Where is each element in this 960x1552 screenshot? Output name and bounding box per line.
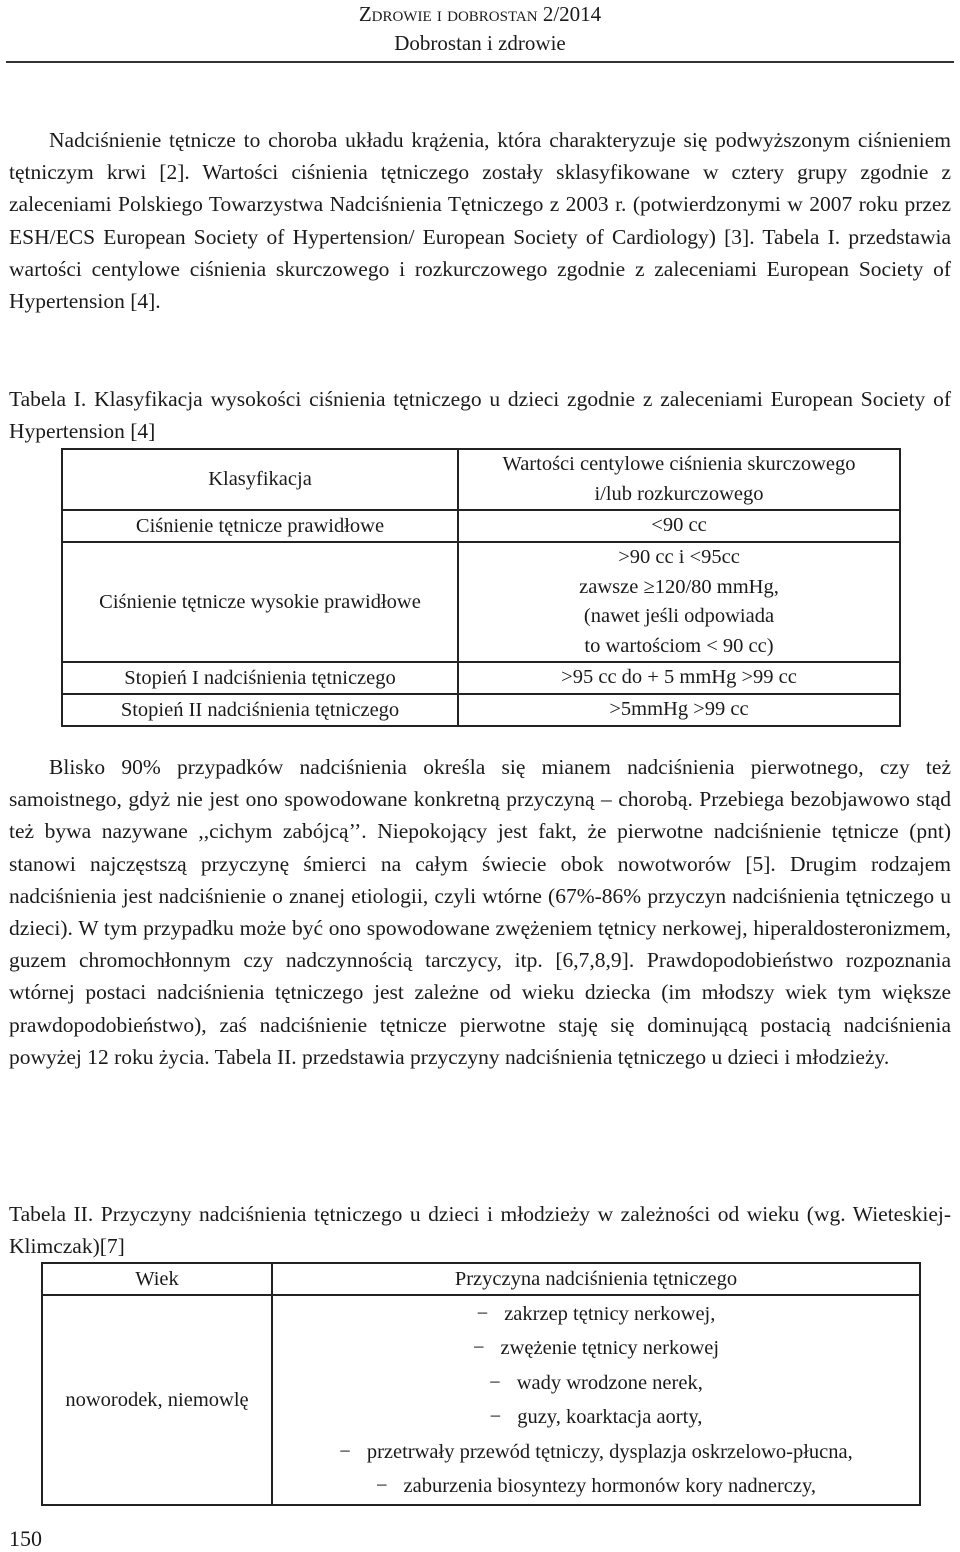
journal-subtitle: Dobrostan i zdrowie [394, 31, 566, 55]
table-header-row [42, 1263, 920, 1295]
value-line: (nawet jeśli odpowiada [583, 605, 775, 627]
table-cell: Ciśnienie tętnicze prawidłowe [62, 510, 458, 542]
page-number: 150 [9, 1526, 42, 1551]
body-paragraph: Blisko 90% przypadków nadciśnienia określa się mianem nadciśnienia pierwotnego, czy też samoistnego, gdyż nie jest ono spowodowane konkretną przyczyną – chorobą. Przebiega bezobjawowo stąd też bywa nazywane ,,cichym zabójcą’’. Niepokojący jest fakt, że pierwotne nadciśnienie tętnicze (pnt) stanowi najczęstszą przyczynę śmierci na całym świecie obok nowotworów [5]. Drugim rodzajem nadciśnienia jest nadciśnienie o znanej etiologii, czyli wtórne (67%-86% przyczyn nadciśnienia tętniczego u dzieci). W tym przypadku może być ono spowodowane zwężeniem tętnicy nerkowej, hiperaldosteronizmem, guzem chromochłonnym czy nadczynnością tarczycy, itp. [6,7,8,9]. Prawdopodobieństwo rozpoznania wtórnej postaci nadciśnienia tętniczego jest zależne od wieku dziecka (im młodszy wiek tym większe prawdopodobieństwo), zaś nadciśnienie tętnicze pierwotne staję się dominującą postacią nadciśnienia powyżej 12 roku życia. Tabela II. przedstawia przyczyny nadciśnienia tętniczego u dzieci i młodzieży. [9, 755, 951, 1069]
list-item-text: guzy, koarktacja aorty, [517, 1406, 703, 1428]
list-item-text: zaburzenia biosyntezy hormonów kory nadnerczy, [403, 1475, 817, 1497]
table2-caption: Tabela II. Przyczyny nadciśnienia tętniczego u dzieci i młodzieży w zależności od wieku (wg. Wieteskiej-Klimczak)[7] [9, 1202, 951, 1258]
list-item-text: zakrzep tętnicy nerkowej, [504, 1302, 716, 1325]
dash-bullet: − [375, 1475, 388, 1497]
table-cell [272, 1295, 920, 1505]
causes-table [41, 1262, 921, 1506]
classification-table [61, 448, 901, 727]
table-row [42, 1295, 920, 1505]
header-cell: Wiek [42, 1263, 272, 1295]
header-cell: Klasyfikacja [62, 449, 458, 510]
table-row [62, 510, 900, 542]
value-line: to wartościom < 90 cc) [584, 634, 774, 657]
dash-bullet: − [489, 1406, 502, 1428]
table-row [62, 694, 900, 726]
dash-bullet: − [339, 1440, 351, 1463]
journal-title: Zdrowie i dobrostan 2/2014 [358, 2, 602, 26]
value-line: >5mmHg >99 cc [609, 698, 749, 721]
header-line: i/lub rozkurczowego [594, 482, 764, 505]
header-cell: Przyczyna nadciśnienia tętniczego [272, 1263, 920, 1295]
list-item [273, 1366, 919, 1401]
header-divider [6, 61, 954, 63]
table-cell [458, 510, 900, 542]
intro-paragraph: Nadciśnienie tętnicze to choroba układu krążenia, która charakteryzuje się podwyższonym ciśnieniem tętniczym krwi [2]. Wartości ciśnienia tętniczego zostały sklasyfikowane w cztery grupy zgodnie z zaleceniami Polskiego Towarzystwa Nadciśnienia Tętniczego z 2003 r. (potwierdzonymi w 2007 roku przez ESH/ECS European Society of Hypertension/ European Society of Cardiology) [3]. Tabela I. przedstawia wartości centylowe ciśnienia skurczowego i rozkurczowego zgodnie z zaleceniami European Society of Hypertension [4]. [9, 128, 951, 314]
list-item [273, 1297, 919, 1332]
table-cell: Stopień II nadciśnienia tętniczego [62, 694, 458, 726]
list-item [273, 1400, 919, 1435]
table-cell: Stopień I nadciśnienia tętniczego [62, 662, 458, 694]
dash-bullet: − [472, 1337, 485, 1359]
table-cell: noworodek, niemowlę [42, 1295, 272, 1505]
list-item-text: zwężenie tętnicy nerkowej [500, 1337, 720, 1359]
list-item-text: przetrwały przewód tętniczy, dysplazja oskrzelowo-płucna, [366, 1440, 853, 1463]
page-header [0, 0, 960, 58]
table-row [62, 542, 900, 662]
list-item-text: wady wrodzone nerek, [516, 1371, 703, 1394]
table-cell [458, 662, 900, 694]
table-cell: Ciśnienie tętnicze wysokie prawidłowe [62, 542, 458, 662]
list-item [273, 1331, 919, 1366]
header-cell [458, 449, 900, 510]
table-cell [458, 694, 900, 726]
table-row [62, 662, 900, 694]
value-line: >90 cc i <95cc [618, 546, 740, 568]
value-line: >95 cc do + 5 mmHg >99 cc [561, 666, 797, 689]
value-line: zawsze ≥120/80 mmHg, [579, 575, 779, 598]
table-header-row [62, 449, 900, 510]
list-item [273, 1435, 919, 1470]
dash-bullet: − [476, 1302, 489, 1325]
table-cell [458, 542, 900, 662]
list-item [273, 1469, 919, 1504]
dash-bullet: − [489, 1371, 501, 1394]
table1-caption: Tabela I. Klasyfikacja wysokości ciśnienia tętniczego u dzieci zgodnie z zaleceniami European Society of Hypertension [4] [9, 387, 951, 443]
value-line: <90 cc [651, 514, 707, 537]
header-line: Wartości centylowe ciśnienia skurczowego [502, 453, 856, 475]
